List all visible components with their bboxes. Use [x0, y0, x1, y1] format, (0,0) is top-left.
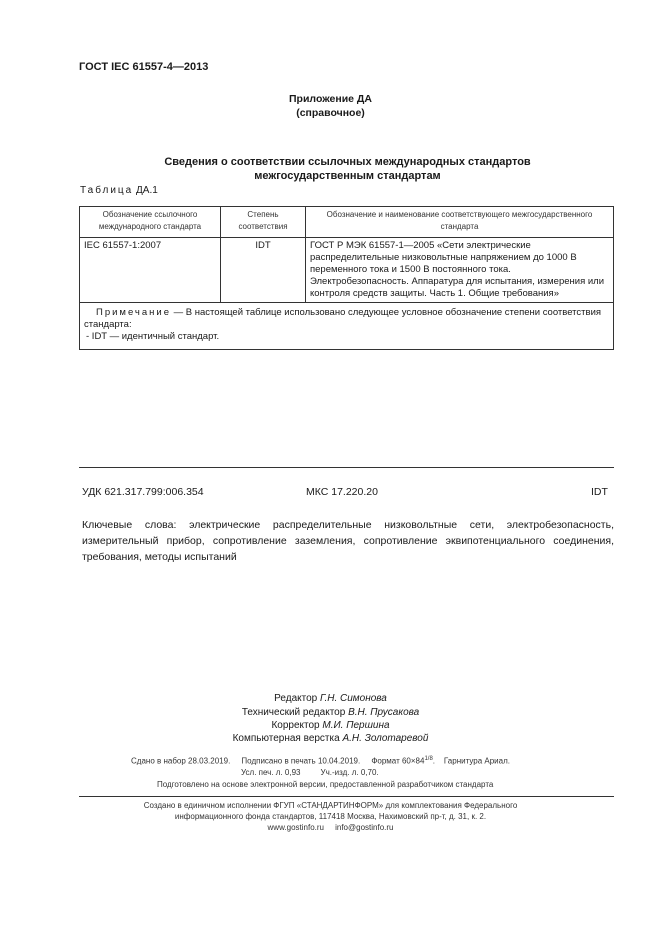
heading-line-1: Сведения о соответствии ссылочных международных стандартов: [164, 156, 531, 168]
cell-degree: IDT: [221, 238, 306, 303]
staff-person: А.Н. Золотаревой: [342, 733, 429, 744]
print-format: Формат 60×84: [371, 756, 425, 766]
note-text: [84, 307, 609, 331]
table-row: [80, 238, 614, 303]
staff-editor: [0, 693, 661, 704]
cell-reference-standard: IEC 61557-1:2007: [80, 238, 221, 303]
appendix-block: [0, 92, 661, 120]
staff-proofreader: [0, 720, 661, 731]
header-reference-standard: Обозначение ссылочного международного стандарта: [80, 207, 221, 238]
appendix-title: Приложение ДА: [289, 93, 372, 105]
publisher-email[interactable]: info@gostinfo.ru: [335, 823, 394, 832]
staff-role: Редактор: [274, 693, 318, 704]
table-label-number: ДА.1: [136, 185, 158, 196]
print-format-fraction: 1/8: [424, 756, 433, 762]
table-note-row: [80, 303, 614, 350]
staff-layout: [0, 733, 661, 744]
publisher-line-2: информационного фонда стандартов, 117418 Москва, Нахимовский пр-т, д. 31, к. 2.: [174, 812, 487, 821]
correspondence-table: [79, 206, 614, 350]
print-info-line-2: [241, 768, 379, 777]
print-sent: Сдано в набор 28.03.2019.: [131, 756, 231, 766]
publisher-line-1: Создано в единичном исполнении ФГУП «СТАНДАРТИНФОРМ» для комплектования Федерального: [143, 801, 518, 810]
header-interstate-standard: Обозначение и наименование соответствующего межгосударственного стандарта: [306, 207, 614, 238]
print-signed: Подписано в печать 10.04.2019.: [241, 756, 361, 766]
mks-code: МКС 17.220.20: [306, 486, 378, 498]
table-note: [80, 303, 614, 350]
publisher-website[interactable]: www.gostinfo.ru: [267, 823, 324, 832]
staff-role: Технический редактор: [241, 707, 346, 718]
publisher-contacts: [0, 822, 661, 833]
section-heading: [0, 155, 661, 183]
udk-code: УДК 621.317.799:006.354: [82, 486, 204, 498]
staff-person: М.И. Першина: [322, 720, 390, 731]
staff-person: Г.Н. Симонова: [320, 693, 387, 704]
staff-person: В.Н. Прусакова: [348, 707, 420, 718]
note-item: - IDT — идентичный стандарт.: [86, 331, 220, 342]
print-info-line-1: Сдано в набор 28.03.2019. Подписано в печать 10.04.2019. Формат $60\times 84^{1/8}$. Гарнитура Ариал.: [131, 756, 510, 766]
staff-role: Компьютерная верстка: [232, 733, 340, 744]
table-header-row: [80, 207, 614, 238]
header-degree: Степень соответствия: [221, 207, 306, 238]
divider-top: [79, 467, 614, 468]
print-font: Гарнитура Ариал.: [443, 756, 510, 766]
publisher-block: [0, 800, 661, 833]
print-pp: Усл. печ. л. 0,93: [241, 768, 301, 777]
heading-line-2: межгосударственным стандартам: [254, 170, 441, 182]
print-info-line-3: Подготовлено на основе электронной версии, предоставленной разработчиком стандарта: [157, 780, 494, 789]
note-body: — В настоящей таблице использовано следующее условное обозначение степени соответствия стандарта:: [84, 307, 602, 330]
keywords-paragraph: Ключевые слова: электрические распределительные низковольтные сети, электробезопасность, измерительный прибор, сопротивление заземления, сопротивление эквипотенциального соединения, требования, методы испытаний: [82, 519, 614, 563]
table-label: [80, 185, 158, 196]
cell-interstate-standard: ГОСТ Р МЭК 61557-1—2005 «Сети электрические распределительные низковольтные напряжением до 1000 В переменного тока и 1500 В постоянного тока. Электробезопасность. Аппаратура для испытания, измерения или контроля средств защиты. Часть 1. Общие требования»: [306, 238, 614, 303]
note-label: Примечание: [96, 307, 171, 318]
staff-tech-editor: [0, 707, 661, 718]
print-pub: Уч.-изд. л. 0,70.: [320, 768, 379, 777]
document-code: ГОСТ IEC 61557-4—2013: [79, 61, 209, 73]
staff-role: Корректор: [271, 720, 320, 731]
appendix-subtitle: (справочное): [296, 107, 365, 119]
degree-code: IDT: [591, 486, 608, 498]
divider-bottom: [79, 796, 614, 797]
table-label-word: Таблица: [80, 185, 134, 196]
